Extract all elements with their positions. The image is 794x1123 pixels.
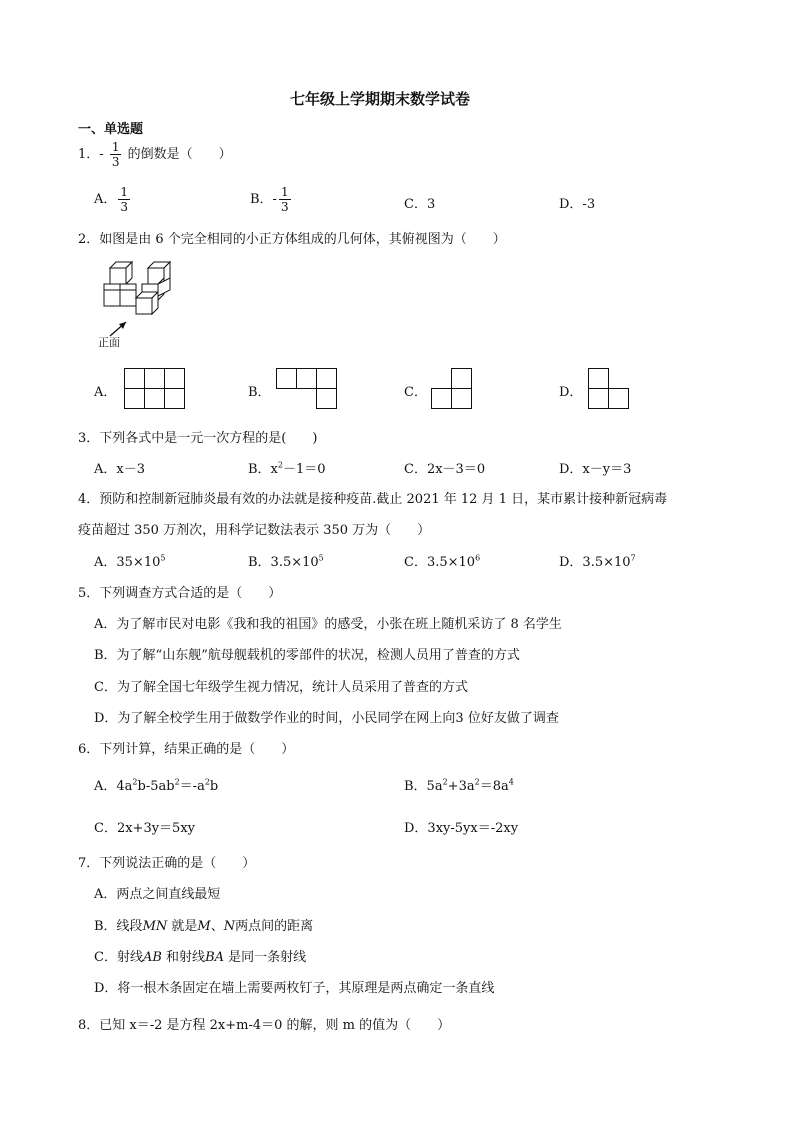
option-d-grid [588, 368, 630, 410]
question-4-option-b: B．$3.5\times 10^5$ [248, 553, 324, 570]
question-6-option-a: A．$4a^2b-5ab^2=-a^2b$ [94, 777, 219, 794]
question-4-option-c: C．$3.5\times 10^6$ [404, 553, 481, 570]
section-heading: 一、单选题 [78, 122, 144, 137]
question-6-stem: 6．下列计算，结果正确的是（ ） [78, 742, 295, 757]
question-1-option-d: D．-3 [559, 197, 596, 212]
question-6-option-d: D．3xy-5yx＝-2xy [404, 821, 519, 836]
question-1-option-a: A． $\frac{1}{3}$ [94, 185, 129, 214]
question-6-option-c: C．2x+3y＝5xy [94, 821, 196, 836]
option-b-grid [276, 368, 338, 410]
question-4-option-d: D．$3.5\times 10^7$ [559, 553, 636, 570]
question-3-stem: 3．下列各式中是一元一次方程的是( ) [78, 431, 318, 446]
question-2-option-d-label: D． [559, 385, 583, 400]
question-1-option-b: B．- $\frac{1}{3}$ [250, 185, 289, 214]
question-2-option-c-label: C． [404, 385, 427, 400]
question-7-stem: 7．下列说法正确的是（ ） [78, 856, 256, 871]
question-3-option-a: A．x－3 [94, 462, 145, 477]
question-1-option-c: C．3 [404, 197, 436, 212]
question-7-option-b: B．线段MN 就是M、N两点间的距离 [94, 919, 314, 934]
question-4-option-a: A．$35\times 10^5$ [94, 553, 166, 570]
question-3-option-b: B．$x^2-1=0$ [248, 460, 326, 477]
question-6-option-b: B．$5a^2+3a^2=8a^4$ [404, 777, 514, 794]
question-7-option-c: C．射线AB 和射线BA 是同一条射线 [94, 950, 307, 965]
front-label: 正面 [98, 336, 120, 349]
question-8-stem: 8．已知 x＝-2 是方程 2x+m-4＝0 的解，则 m 的值为（ ） [78, 1018, 451, 1033]
question-5-option-c: C．为了解全国七年级学生视力情况，统计人员采用了普查的方式 [94, 680, 468, 695]
question-1-stem: 1．- $\frac{1}{3}$ 的倒数是（ ） [78, 140, 232, 169]
question-2-option-a-label: A． [94, 385, 117, 400]
question-5-option-a: A．为了解市民对电影《我和我的祖国》的感受，小张在班上随机采访了 8 名学生 [94, 617, 562, 632]
question-5-option-d: D．为了解全校学生用于做数学作业的时间，小民同学在网上向3 位好友做了调查 [94, 711, 559, 726]
question-4-stem-line-2: 疫苗超过 350 万剂次，用科学记数法表示 350 万为（ ） [78, 523, 431, 538]
option-a-grid [124, 368, 186, 410]
page-title: 七年级上学期期末数学试卷 [290, 90, 471, 108]
question-number: 1． [78, 147, 100, 162]
question-7-option-a: A．两点之间直线最短 [94, 887, 221, 902]
fraction: $\frac{1}{3}$ [111, 140, 120, 169]
question-5-option-b: B．为了解“山东舰”航母舰载机的零部件的状况，检测人员用了普查的方式 [94, 648, 520, 663]
question-5-stem: 5．下列调查方式合适的是（ ） [78, 586, 282, 601]
question-3-option-d: D．x－y＝3 [559, 462, 632, 477]
question-7-option-d: D．将一根木条固定在墙上需要两枚钉子，其原理是两点确定一条直线 [94, 981, 495, 996]
question-2-stem: 2．如图是由 6 个完全相同的小正方体组成的几何体，其俯视图为（ ） [78, 232, 506, 247]
question-2-option-b-label: B． [248, 385, 271, 400]
question-4-stem-line-1: 4．预防和控制新冠肺炎最有效的办法就是接种疫苗.截止 2021 年 12 月 1 日，某市累计接种新冠病毒 [78, 492, 668, 507]
question-3-option-c: C．2x－3＝0 [404, 462, 486, 477]
option-c-grid [431, 368, 473, 410]
